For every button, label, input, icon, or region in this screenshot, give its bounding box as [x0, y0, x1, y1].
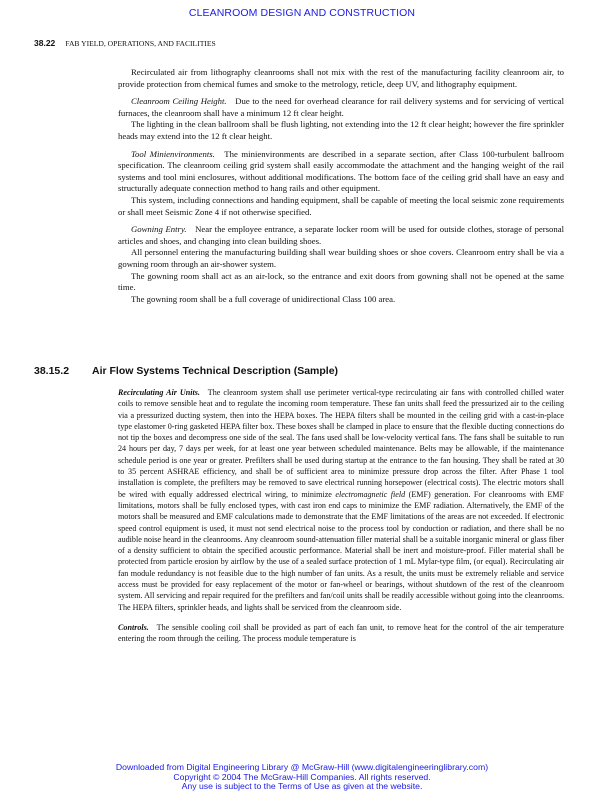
paragraph-text: The sensible cooling coil shall be provided as part of each fan unit, to remove heat for the control of the air temperature entering the room through the ceiling. The process module temperature is	[118, 622, 564, 644]
paragraph: The gowning room shall be a full coverage of unidirectional Class 100 area.	[131, 293, 396, 304]
paragraph-tool-minienvironments	[118, 149, 564, 195]
footer-download-line: Downloaded from Digital Engineering Library @ McGraw-Hill (www.digitalengineeringlibrary.com)	[115, 762, 489, 772]
emphasized-term: electromagnetic field	[335, 489, 406, 499]
paragraph-text: Due to the need for overhead clearance for rail delivery systems and for servicing of vertical furnaces, the cleanroom shall have a minimum 12 ft clear height.	[118, 96, 564, 118]
paragraph-text: Near the employee entrance, a separate locker room will be used for outside clothes, storage of personal articles and shoes, and changing into clean building shoes.	[118, 224, 564, 246]
chapter-title: FAB YIELD, OPERATIONS, AND FACILITIES	[65, 39, 216, 48]
footer-notice	[0, 763, 604, 792]
footer-copyright-line: Copyright © 2004 The McGraw-Hill Companies. All rights reserved.	[173, 771, 431, 782]
paragraph: The gowning room shall act as an air-lock, so the entrance and exit doors from gowning shall not be opened at the same time.	[118, 270, 564, 293]
section-title: Air Flow Systems Technical Description (Sample)	[92, 365, 339, 377]
section-number: 38.15.2	[34, 365, 70, 377]
upper-body-text	[118, 67, 564, 305]
section-heading	[34, 365, 574, 377]
paragraph: Recirculated air from lithography cleanrooms shall not mix with the rest of the manufacturing facility cleanroom air, to provide protection from chemical fumes and smoke to the metrology, reticle, deep UV, and lithography equipment.	[118, 67, 564, 89]
paragraph-text: The cleanroom system shall use perimeter vertical-type recirculating air fans with controlled chilled water coils to remove sensible heat and to regulate the incoming room temperature. These fan units shall feed the pressurized air to the ceiling via a pressurized ducting system, then into the HEPA boxes. The HEPA filters shall be mounted in the ceiling grid with a cast-in-place type elastomer 0-ring gasketed HEPA filter box. These boxes shall be clamped in place to ensure that the flexible ducting connections do not tip the boxes and decompress one side of the seal. The fans used shall be low-velocity vertical fans. The fans shall be suitable to run 24 hours per day, 7 days per week, for at least one year between scheduled maintenance. Belts may be allowable, if the maintenance schedule period is one year or greater. Prefilters shall be used during startup at the entrance to the fan housing. They shall be rated at 30 to 35 percent ASHRAE efficiency, and shall be of sufficient area to minimize pressure drop across the filter. After Phase 1 tool installation is complete, the prefilters may be removed to save electrical running horsepower (electrical costs). The electric motors shall be wired with equally addressed electrical wiring, to minimize	[118, 388, 564, 499]
running-head	[34, 38, 216, 48]
run-in-heading: Cleanroom Ceiling Height.	[131, 96, 227, 107]
run-in-heading: Recirculating Air Units.	[118, 388, 200, 397]
paragraph: All personnel entering the manufacturing building shall wear building shoes or shoe covers. Cleanroom entry shall be via a gowning room through an air-shower system.	[118, 247, 564, 269]
run-in-heading: Tool Minienvironments.	[131, 148, 215, 159]
paragraph: This system, including connections and handing equipment, shall be capable of meeting the local seismic zone requirements or shall meet Seismic Zone 4 if not otherwise specified.	[118, 194, 564, 217]
run-in-heading: Controls.	[118, 622, 149, 632]
page-number: 38.22	[34, 38, 56, 48]
footer-terms-line: Any use is subject to the Terms of Use as given at the website.	[181, 781, 423, 792]
paragraph-gowning-entry	[118, 224, 564, 247]
run-in-heading: Gowning Entry.	[131, 224, 187, 235]
paragraph-controls	[118, 622, 564, 645]
section-body-text	[118, 387, 564, 645]
paragraph: The lighting in the clean ballroom shall be flush lighting, not extending into the 12 ft clear height; however the fire sprinkler heads may extend into the 12 ft clear height.	[118, 119, 564, 141]
paragraph-ceiling-height	[118, 96, 564, 119]
document-banner: CLEANROOM DESIGN AND CONSTRUCTION	[188, 7, 416, 19]
paragraph-recirculating-air-units	[118, 387, 564, 613]
paragraph-text: (EMF) generation. For cleanrooms with EMF limitations, motors shall be fully enclosed types, with cast iron end caps to minimize the EMF radiation. Alternatively, the EMF of the motors shall be measured and EMF calculations made to demonstrate that the EMF limitations of the areas are not exceeded. If electronic speed control equipment is used, it must not send electrical noise to the process tool by conduction or radiation, and there shall be no audible noise heard in the cleanrooms. Any cleanroom sound-attenuation filler material shall be a suitable inorganic mineral or glass fiber of a density sufficient to obtain the specified acoustic performance. Material shall be inert and moisture-proof. Filler material shall be protected from particle erosion by airflow by the use of a sealed surface protection of 1 mL Mylar-type film, (or equal). Recirculating air fan module redundancy is not feasible due to the high number of fan units. As a result, the units must be extremely reliable and service access must be provided for easy replacement of the motor or fan-wheel or bearings, without shutdown of the rest of the cleanroom system. All servicing and repair required for the prefilters and fan/coil units shall be readily accessible without going into the cleanrooms. The HEPA filters, sprinkler heads, and lights shall be serviced from the cleanroom side.	[118, 489, 564, 612]
paragraph-text: The minienvironments are described in a separate section, after Class 100-turbulent ballroom specification. The cleanroom ceiling grid system shall easily accommodate the attachment and the hanging weight of the rail systems and tool mini enclosures, without additional modifications. The bottom face of the ceiling grid shall have an easy and structurally adequate connection method to hang rails and other equipment.	[118, 148, 564, 194]
